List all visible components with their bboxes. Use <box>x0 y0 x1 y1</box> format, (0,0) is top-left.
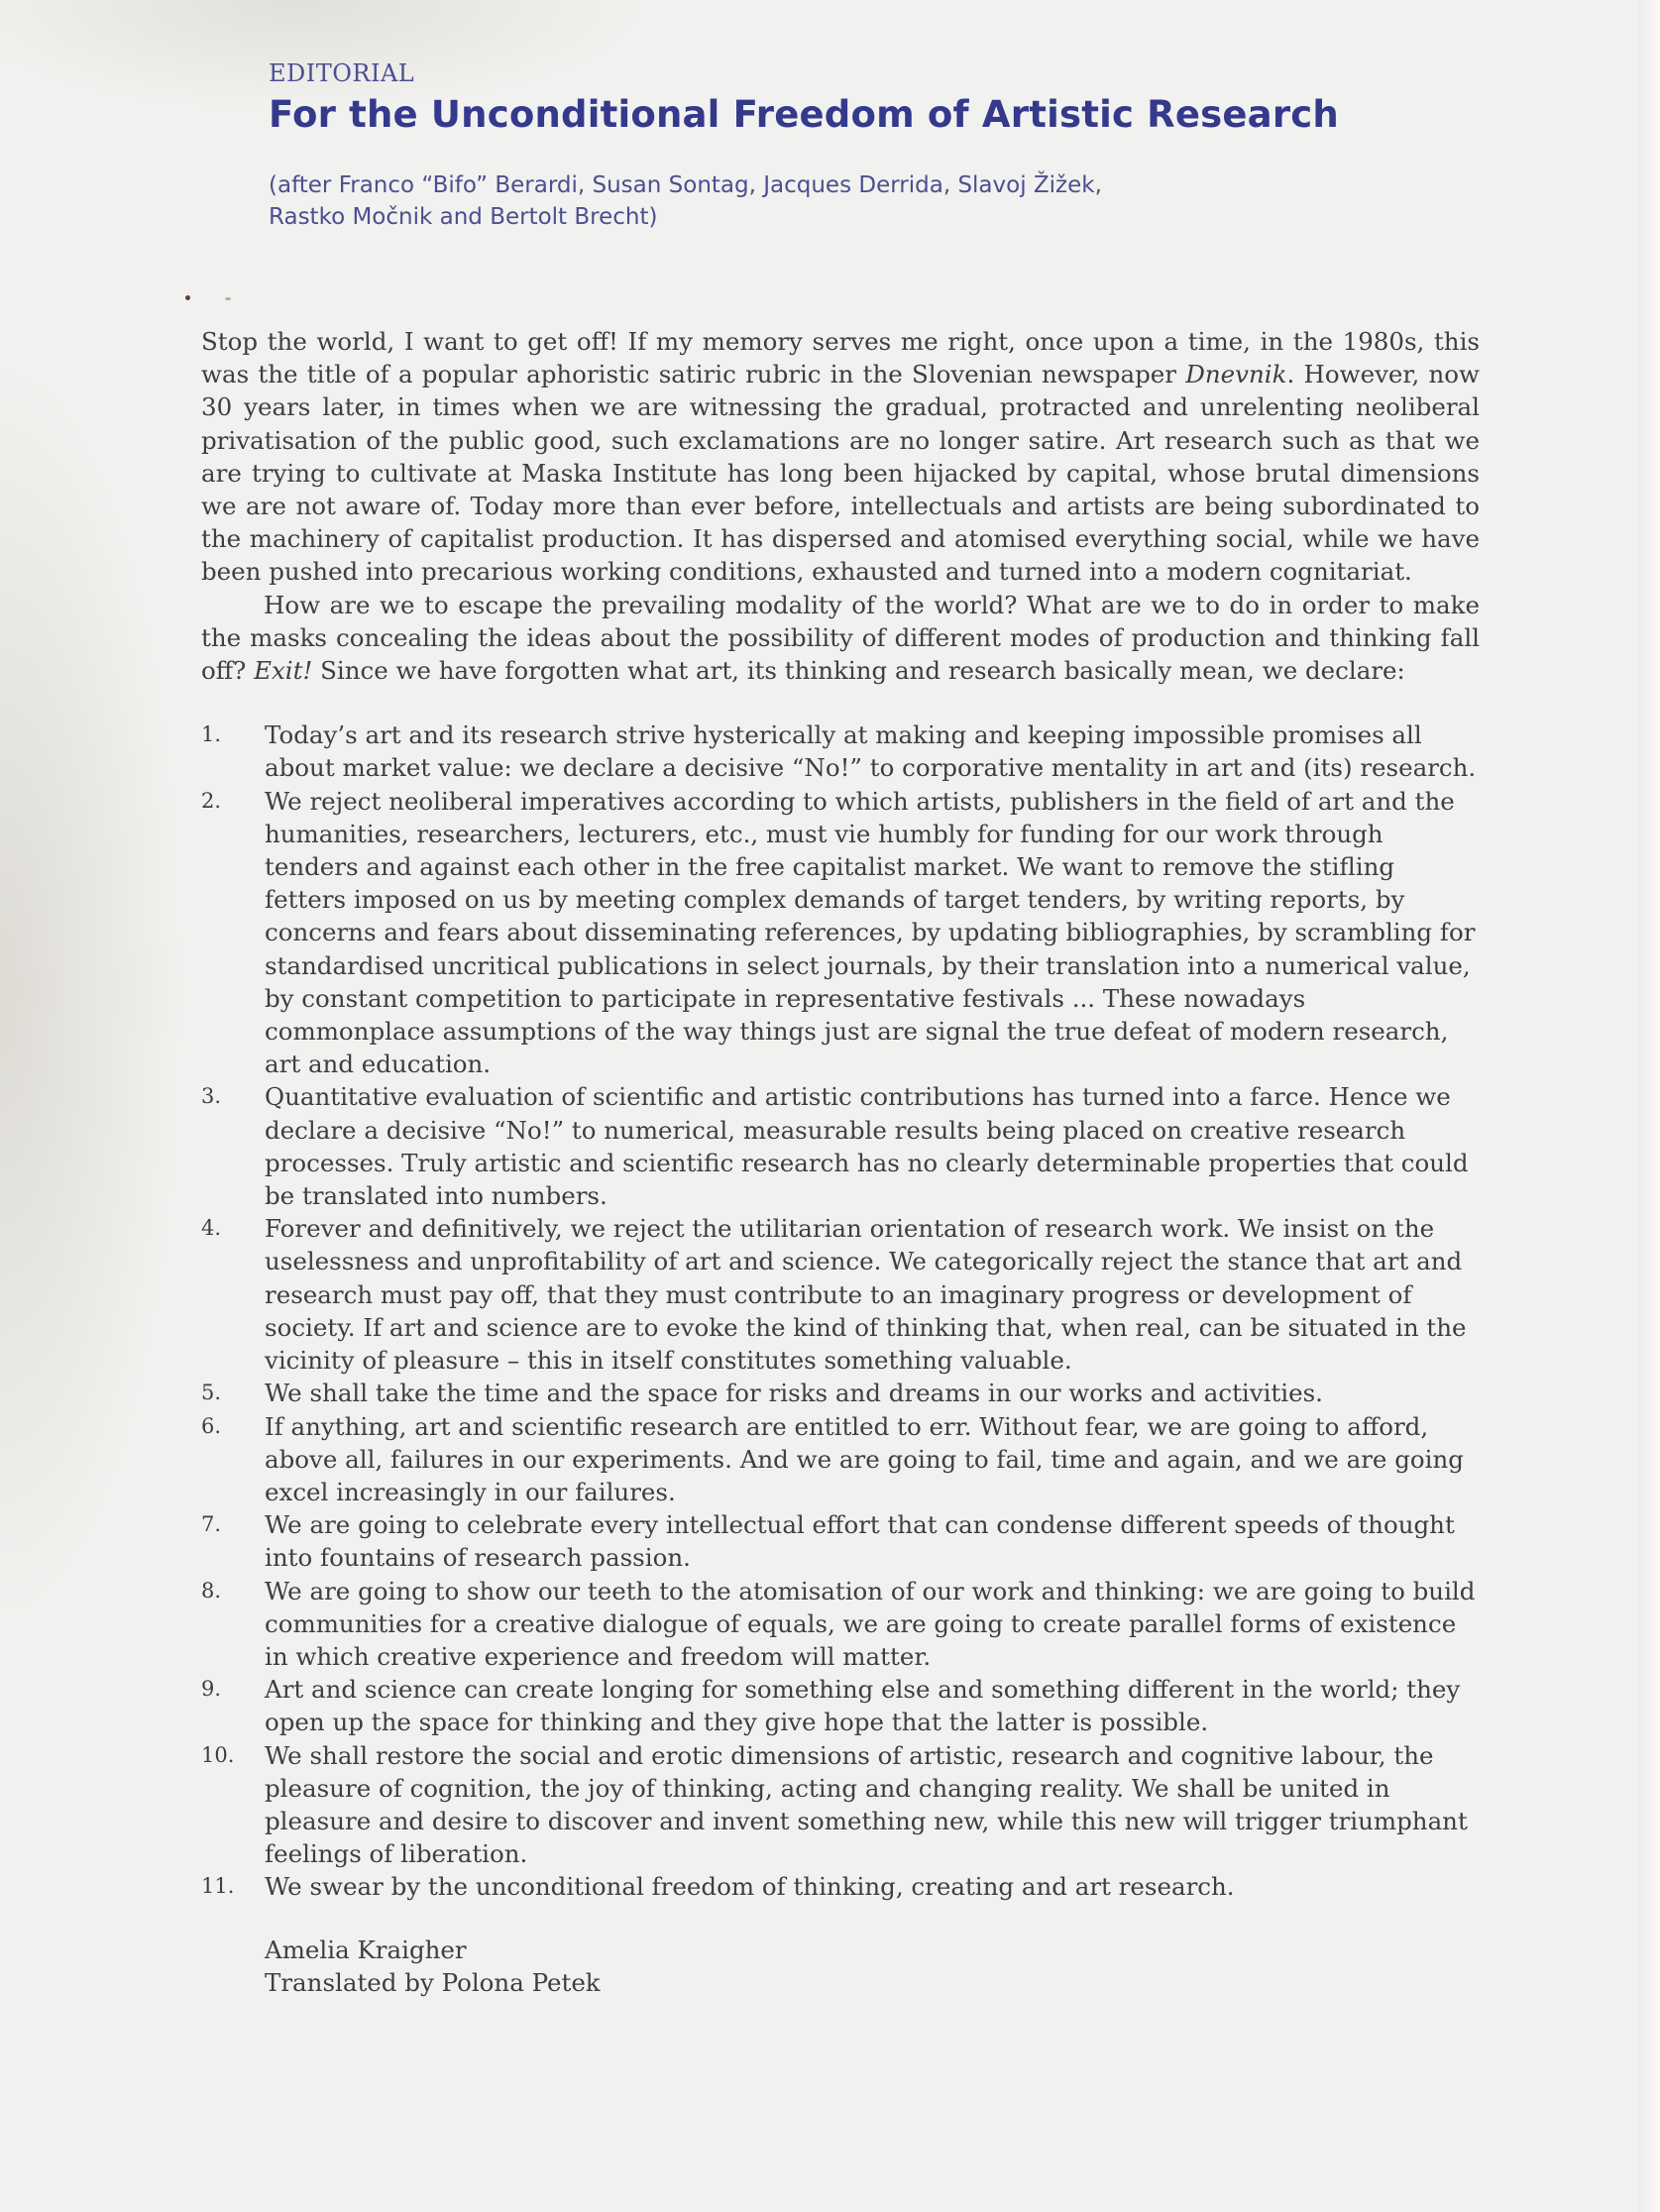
item-text: Art and science can create longing for something else and something different in the world; they open up the space for thinking and they give hope that the latter is possible. <box>265 1675 1461 1737</box>
editorial-header <box>269 59 1339 233</box>
list-item <box>201 1410 1480 1509</box>
list-item <box>201 785 1480 1081</box>
item-number: 7. <box>201 1512 222 1537</box>
item-number: 10. <box>201 1742 235 1767</box>
list-item <box>201 1377 1480 1409</box>
item-number: 4. <box>201 1216 222 1241</box>
item-text: If anything, art and scientific research are entitled to err. Without fear, we are going to afford, above all, failures in our experiments. And we are going to fail, time and again, and we are going excel increasingly in our failures. <box>265 1411 1464 1506</box>
item-number: 6. <box>201 1413 222 1438</box>
text-run: . However, now 30 years later, in times when we are witnessing the gradual, protracted and unrelenting neoliberal privatisation of the public good, such exclamations are no longer satire. Art research such as that we are trying to cultivate at Maska Institute has long been hijacked by capital, whose brutal dimensions we are not aware of. Today more than ever before, intellectuals and artists are being subordinated to the machinery of capitalist production. It has dispersed and atomised everything social, while we have been pushed into precarious working conditions, exhausted and turned into a modern cognitariat. <box>201 360 1480 587</box>
page-title: For the Unconditional Freedom of Artistic Research <box>269 93 1339 136</box>
intro-paragraph <box>201 325 1480 589</box>
subtitle-line: (after Franco “Bifo” Berardi, Susan Sontag, Jacques Derrida, Slavoj Žižek, <box>269 172 1102 198</box>
subtitle <box>269 169 1260 233</box>
declaration-list <box>201 719 1480 1903</box>
author-name: Amelia Kraigher <box>265 1935 467 1964</box>
exit-exclamation: Exit! <box>254 656 313 686</box>
ink-speck <box>185 295 190 300</box>
ink-speck <box>225 297 231 300</box>
page-edge-shadow <box>1638 0 1660 2212</box>
item-text: We shall take the time and the space for risks and dreams in our works and activities. <box>265 1379 1323 1408</box>
item-text: We shall restore the social and erotic dimensions of artistic, research and cognitive labour, the pleasure of cognition, the joy of thinking, acting and changing reality. We shall be united in pleasure and desire to discover and invent something new, while this new will trigger triumphant feelings of liberation. <box>265 1740 1468 1869</box>
item-number: 9. <box>201 1677 222 1702</box>
list-item <box>201 1739 1480 1871</box>
item-number: 11. <box>201 1874 235 1899</box>
item-text: Today’s art and its research strive hysterically at making and keeping impossible promises all about market value: we declare a decisive “No!” to corporative mentality in art and (its) research. <box>265 720 1477 783</box>
section-kicker: EDITORIAL <box>269 59 415 87</box>
list-item <box>201 1673 1480 1738</box>
item-text: We are going to show our teeth to the atomisation of our work and thinking: we are going to build communities for a creative dialogue of equals, we are going to create parallel forms of existence in which creative experience and freedom will matter. <box>265 1576 1476 1671</box>
item-text: We swear by the unconditional freedom of thinking, creating and art research. <box>265 1872 1235 1902</box>
item-text: We reject neoliberal imperatives according to which artists, publishers in the field of art and the humanities, researchers, lecturers, etc., must vie humbly for funding for our work through tenders and against each other in the free capitalist market. We want to remove the stifling fetters imposed on us by meeting complex demands of target tenders, by writing reports, by concerns and fears about disseminating references, by updating bibliographies, by scrambling for standardised uncritical publications in select journals, by their translation into a numerical value, by constant competition to participate in representative festivals ... These nowadays commonplace assumptions of the way things just are signal the true defeat of modern research, art and education. <box>265 786 1476 1079</box>
ink-specks <box>185 293 245 303</box>
item-number: 8. <box>201 1578 222 1603</box>
item-number: 5. <box>201 1381 222 1405</box>
translator-credit: Translated by Polona Petek <box>265 1967 601 1997</box>
item-text: We are going to celebrate every intellectual effort that can condense different speeds of thought into fountains of research passion. <box>265 1510 1455 1573</box>
list-item <box>201 1212 1480 1377</box>
list-item <box>201 1575 1480 1674</box>
editorial-body <box>201 325 1480 1999</box>
signature-block <box>201 1934 1480 1999</box>
text-run: Since we have forgotten what art, its thinking and research basically mean, we declare: <box>312 656 1405 686</box>
list-item <box>201 1080 1480 1212</box>
list-item <box>201 1508 1480 1574</box>
text-run: How are we to escape the prevailing modality of the world? What are we to do in order to make the masks concealing the ideas about the possibility of different modes of production and thinking fall off? <box>201 590 1480 686</box>
list-item <box>201 719 1480 784</box>
list-item <box>201 1870 1480 1903</box>
item-text: Forever and definitively, we reject the utilitarian orientation of research work. We insist on the uselessness and unprofitability of art and science. We categorically reject the stance that art and research must pay off, that they must contribute to an imaginary progress or development of society. If art and science are to evoke the kind of thinking that, when real, can be situated in the vicinity of pleasure – this in itself constitutes something valuable. <box>265 1214 1467 1376</box>
item-text: Quantitative evaluation of scientific and artistic contributions has turned into a farce. Hence we declare a decisive “No!” to numerical, measurable results being placed on creative research processes. Truly artistic and scientific research has no clearly determinable properties that could be translated into numbers. <box>265 1082 1469 1211</box>
item-number: 1. <box>201 722 222 747</box>
intro-paragraph <box>201 589 1480 688</box>
subtitle-line: Rastko Močnik and Bertolt Brecht) <box>269 204 658 230</box>
item-number: 3. <box>201 1084 222 1109</box>
text-run: Stop the world, I want to get off! If my memory serves me right, once upon a time, in the 1980s, this was the title of a popular aphoristic satiric rubric in the Slovenian newspaper <box>201 327 1480 389</box>
item-number: 2. <box>201 788 222 813</box>
newspaper-name: Dnevnik <box>1185 360 1287 389</box>
